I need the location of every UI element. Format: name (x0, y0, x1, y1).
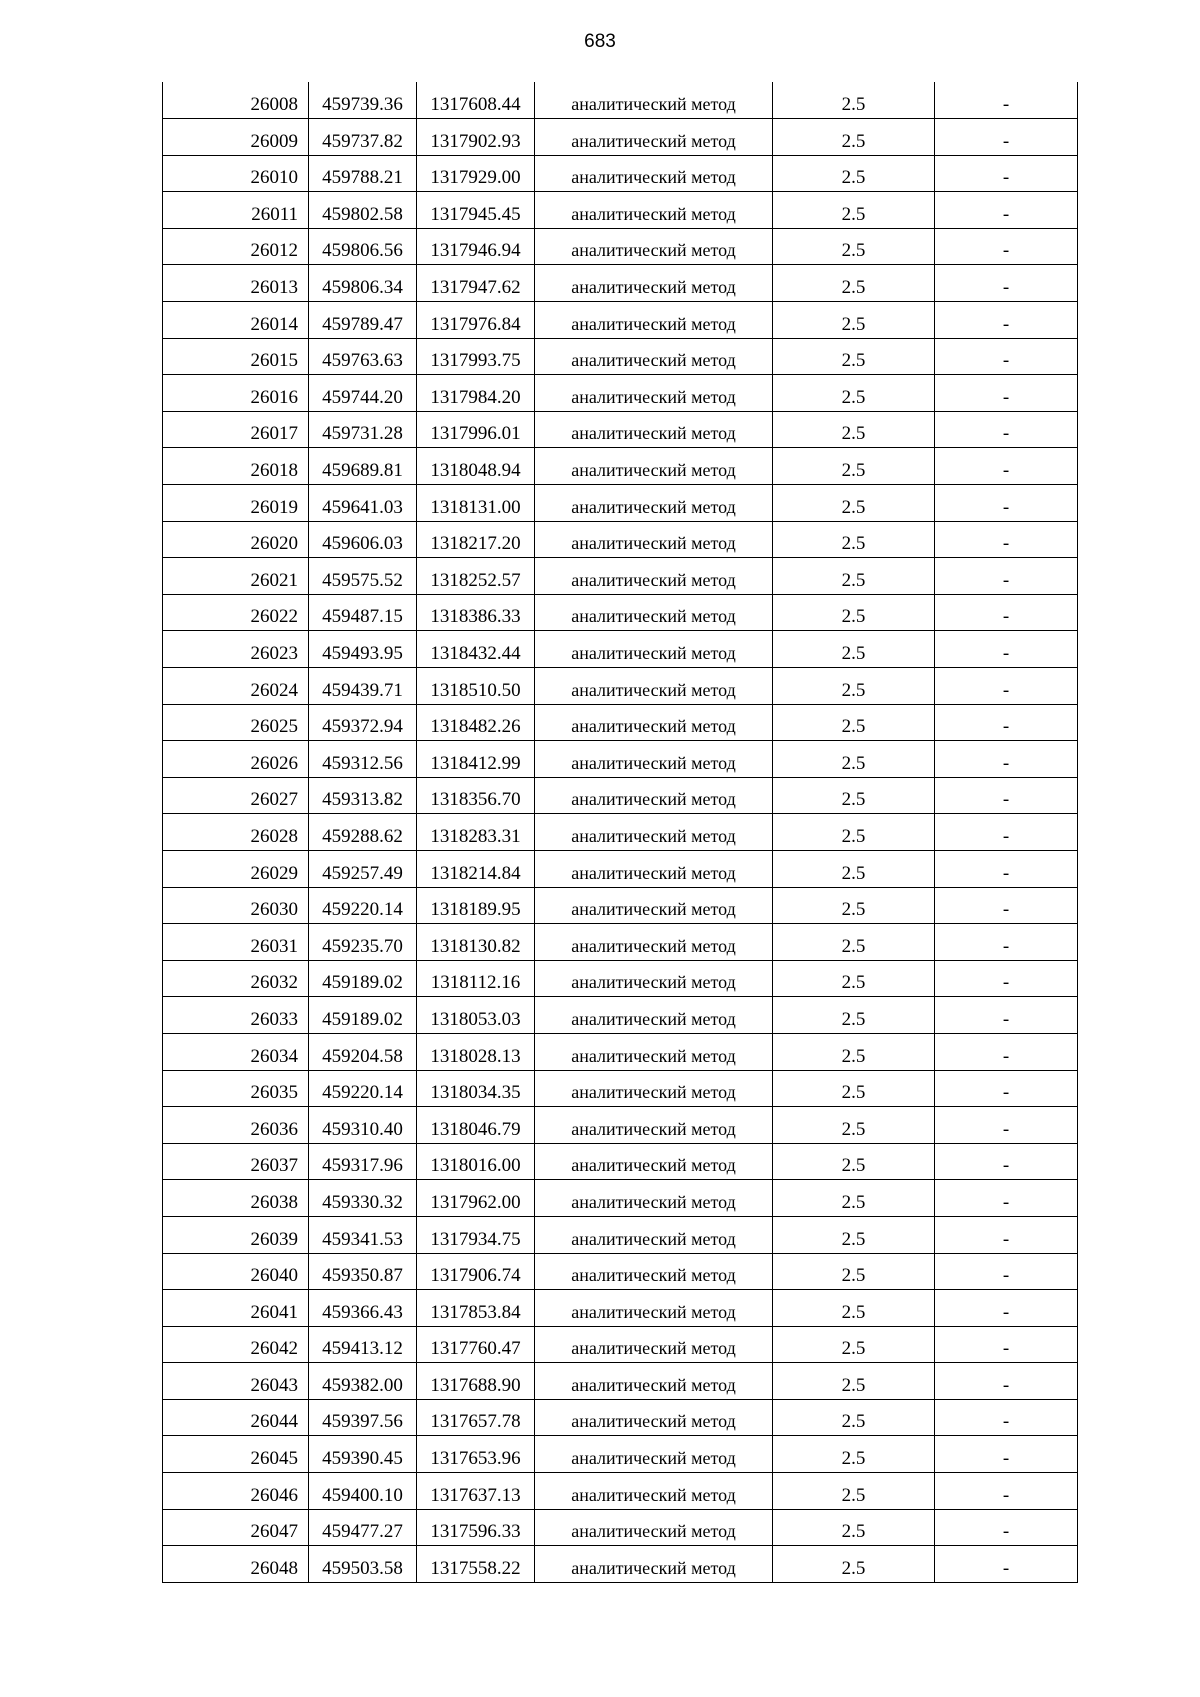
x-coordinate-cell: 459744.20 (309, 375, 417, 412)
note-cell: - (935, 997, 1078, 1034)
note-cell: - (935, 192, 1078, 229)
note-cell: - (935, 265, 1078, 302)
accuracy-cell: 2.5 (773, 887, 935, 924)
x-coordinate-cell: 459204.58 (309, 1033, 417, 1070)
accuracy-cell: 2.5 (773, 924, 935, 961)
accuracy-cell: 2.5 (773, 1363, 935, 1400)
note-cell: - (935, 1180, 1078, 1217)
point-number-cell: 26009 (163, 119, 309, 156)
accuracy-cell: 2.5 (773, 1473, 935, 1510)
y-coordinate-cell: 1318217.20 (417, 521, 535, 558)
accuracy-cell: 2.5 (773, 375, 935, 412)
method-cell: аналитический метод (535, 228, 773, 265)
accuracy-cell: 2.5 (773, 411, 935, 448)
method-cell: аналитический метод (535, 1399, 773, 1436)
coordinates-table-body (163, 82, 1078, 1582)
x-coordinate-cell: 459689.81 (309, 448, 417, 485)
x-coordinate-cell: 459312.56 (309, 741, 417, 778)
point-number-cell: 26008 (163, 82, 309, 119)
x-coordinate-cell: 459477.27 (309, 1509, 417, 1546)
y-coordinate-cell: 1318048.94 (417, 448, 535, 485)
y-coordinate-cell: 1317934.75 (417, 1216, 535, 1253)
accuracy-cell: 2.5 (773, 594, 935, 631)
y-coordinate-cell: 1317929.00 (417, 155, 535, 192)
point-number-cell: 26030 (163, 887, 309, 924)
method-cell: аналитический метод (535, 1290, 773, 1327)
accuracy-cell: 2.5 (773, 1216, 935, 1253)
x-coordinate-cell: 459317.96 (309, 1143, 417, 1180)
method-cell: аналитический метод (535, 850, 773, 887)
point-number-cell: 26034 (163, 1033, 309, 1070)
x-coordinate-cell: 459310.40 (309, 1107, 417, 1144)
table-row (163, 302, 1078, 339)
table-row (163, 997, 1078, 1034)
y-coordinate-cell: 1318028.13 (417, 1033, 535, 1070)
table-row (163, 668, 1078, 705)
point-number-cell: 26011 (163, 192, 309, 229)
table-row (163, 375, 1078, 412)
accuracy-cell: 2.5 (773, 960, 935, 997)
y-coordinate-cell: 1317853.84 (417, 1290, 535, 1327)
table-row (163, 777, 1078, 814)
note-cell: - (935, 924, 1078, 961)
method-cell: аналитический метод (535, 777, 773, 814)
x-coordinate-cell: 459288.62 (309, 814, 417, 851)
table-row (163, 411, 1078, 448)
x-coordinate-cell: 459788.21 (309, 155, 417, 192)
y-coordinate-cell: 1317947.62 (417, 265, 535, 302)
point-number-cell: 26017 (163, 411, 309, 448)
method-cell: аналитический метод (535, 1253, 773, 1290)
x-coordinate-cell: 459806.56 (309, 228, 417, 265)
x-coordinate-cell: 459503.58 (309, 1546, 417, 1583)
accuracy-cell: 2.5 (773, 631, 935, 668)
y-coordinate-cell: 1317596.33 (417, 1509, 535, 1546)
y-coordinate-cell: 1318482.26 (417, 704, 535, 741)
accuracy-cell: 2.5 (773, 1326, 935, 1363)
point-number-cell: 26040 (163, 1253, 309, 1290)
method-cell: аналитический метод (535, 155, 773, 192)
point-number-cell: 26012 (163, 228, 309, 265)
accuracy-cell: 2.5 (773, 338, 935, 375)
note-cell: - (935, 1363, 1078, 1400)
point-number-cell: 26018 (163, 448, 309, 485)
accuracy-cell: 2.5 (773, 155, 935, 192)
method-cell: аналитический метод (535, 631, 773, 668)
y-coordinate-cell: 1318112.16 (417, 960, 535, 997)
y-coordinate-cell: 1318252.57 (417, 558, 535, 595)
y-coordinate-cell: 1318016.00 (417, 1143, 535, 1180)
x-coordinate-cell: 459382.00 (309, 1363, 417, 1400)
x-coordinate-cell: 459330.32 (309, 1180, 417, 1217)
point-number-cell: 26039 (163, 1216, 309, 1253)
accuracy-cell: 2.5 (773, 228, 935, 265)
note-cell: - (935, 1436, 1078, 1473)
point-number-cell: 26036 (163, 1107, 309, 1144)
point-number-cell: 26033 (163, 997, 309, 1034)
note-cell: - (935, 1143, 1078, 1180)
y-coordinate-cell: 1317760.47 (417, 1326, 535, 1363)
y-coordinate-cell: 1318053.03 (417, 997, 535, 1034)
table-row (163, 1509, 1078, 1546)
coordinates-table (162, 82, 1078, 1583)
table-row (163, 558, 1078, 595)
method-cell: аналитический метод (535, 704, 773, 741)
table-row (163, 338, 1078, 375)
method-cell: аналитический метод (535, 485, 773, 522)
point-number-cell: 26010 (163, 155, 309, 192)
x-coordinate-cell: 459606.03 (309, 521, 417, 558)
method-cell: аналитический метод (535, 741, 773, 778)
accuracy-cell: 2.5 (773, 1399, 935, 1436)
y-coordinate-cell: 1318510.50 (417, 668, 535, 705)
table-row (163, 485, 1078, 522)
accuracy-cell: 2.5 (773, 192, 935, 229)
accuracy-cell: 2.5 (773, 997, 935, 1034)
method-cell: аналитический метод (535, 1143, 773, 1180)
y-coordinate-cell: 1317976.84 (417, 302, 535, 339)
note-cell: - (935, 850, 1078, 887)
accuracy-cell: 2.5 (773, 1253, 935, 1290)
point-number-cell: 26028 (163, 814, 309, 851)
method-cell: аналитический метод (535, 1033, 773, 1070)
note-cell: - (935, 119, 1078, 156)
point-number-cell: 26031 (163, 924, 309, 961)
note-cell: - (935, 1033, 1078, 1070)
x-coordinate-cell: 459493.95 (309, 631, 417, 668)
accuracy-cell: 2.5 (773, 265, 935, 302)
y-coordinate-cell: 1317946.94 (417, 228, 535, 265)
point-number-cell: 26024 (163, 668, 309, 705)
x-coordinate-cell: 459731.28 (309, 411, 417, 448)
accuracy-cell: 2.5 (773, 814, 935, 851)
x-coordinate-cell: 459390.45 (309, 1436, 417, 1473)
accuracy-cell: 2.5 (773, 777, 935, 814)
x-coordinate-cell: 459257.49 (309, 850, 417, 887)
point-number-cell: 26015 (163, 338, 309, 375)
accuracy-cell: 2.5 (773, 1436, 935, 1473)
note-cell: - (935, 704, 1078, 741)
table-row (163, 1399, 1078, 1436)
method-cell: аналитический метод (535, 997, 773, 1034)
x-coordinate-cell: 459397.56 (309, 1399, 417, 1436)
point-number-cell: 26014 (163, 302, 309, 339)
x-coordinate-cell: 459763.63 (309, 338, 417, 375)
y-coordinate-cell: 1318283.31 (417, 814, 535, 851)
point-number-cell: 26020 (163, 521, 309, 558)
point-number-cell: 26046 (163, 1473, 309, 1510)
note-cell: - (935, 302, 1078, 339)
note-cell: - (935, 558, 1078, 595)
method-cell: аналитический метод (535, 1509, 773, 1546)
table-row (163, 741, 1078, 778)
y-coordinate-cell: 1317945.45 (417, 192, 535, 229)
method-cell: аналитический метод (535, 1326, 773, 1363)
method-cell: аналитический метод (535, 192, 773, 229)
x-coordinate-cell: 459413.12 (309, 1326, 417, 1363)
y-coordinate-cell: 1317558.22 (417, 1546, 535, 1583)
table-row (163, 265, 1078, 302)
method-cell: аналитический метод (535, 1180, 773, 1217)
note-cell: - (935, 1509, 1078, 1546)
x-coordinate-cell: 459737.82 (309, 119, 417, 156)
y-coordinate-cell: 1317962.00 (417, 1180, 535, 1217)
table-row (163, 1290, 1078, 1327)
method-cell: аналитический метод (535, 1070, 773, 1107)
accuracy-cell: 2.5 (773, 741, 935, 778)
point-number-cell: 26042 (163, 1326, 309, 1363)
y-coordinate-cell: 1317637.13 (417, 1473, 535, 1510)
x-coordinate-cell: 459220.14 (309, 887, 417, 924)
x-coordinate-cell: 459189.02 (309, 997, 417, 1034)
note-cell: - (935, 1216, 1078, 1253)
table-row (163, 1363, 1078, 1400)
x-coordinate-cell: 459220.14 (309, 1070, 417, 1107)
note-cell: - (935, 375, 1078, 412)
table-row (163, 960, 1078, 997)
point-number-cell: 26032 (163, 960, 309, 997)
note-cell: - (935, 155, 1078, 192)
accuracy-cell: 2.5 (773, 485, 935, 522)
method-cell: аналитический метод (535, 814, 773, 851)
accuracy-cell: 2.5 (773, 1143, 935, 1180)
table-row (163, 814, 1078, 851)
accuracy-cell: 2.5 (773, 668, 935, 705)
y-coordinate-cell: 1317608.44 (417, 82, 535, 119)
y-coordinate-cell: 1317902.93 (417, 119, 535, 156)
x-coordinate-cell: 459400.10 (309, 1473, 417, 1510)
method-cell: аналитический метод (535, 1107, 773, 1144)
x-coordinate-cell: 459189.02 (309, 960, 417, 997)
y-coordinate-cell: 1317984.20 (417, 375, 535, 412)
y-coordinate-cell: 1318412.99 (417, 741, 535, 778)
method-cell: аналитический метод (535, 1216, 773, 1253)
x-coordinate-cell: 459341.53 (309, 1216, 417, 1253)
method-cell: аналитический метод (535, 119, 773, 156)
y-coordinate-cell: 1318432.44 (417, 631, 535, 668)
method-cell: аналитический метод (535, 521, 773, 558)
method-cell: аналитический метод (535, 924, 773, 961)
note-cell: - (935, 448, 1078, 485)
point-number-cell: 26027 (163, 777, 309, 814)
note-cell: - (935, 228, 1078, 265)
table-row (163, 192, 1078, 229)
method-cell: аналитический метод (535, 338, 773, 375)
table-row (163, 1180, 1078, 1217)
accuracy-cell: 2.5 (773, 521, 935, 558)
x-coordinate-cell: 459802.58 (309, 192, 417, 229)
method-cell: аналитический метод (535, 594, 773, 631)
accuracy-cell: 2.5 (773, 82, 935, 119)
table-row (163, 1546, 1078, 1583)
x-coordinate-cell: 459487.15 (309, 594, 417, 631)
table-row (163, 1107, 1078, 1144)
point-number-cell: 26019 (163, 485, 309, 522)
table-row (163, 850, 1078, 887)
method-cell: аналитический метод (535, 411, 773, 448)
note-cell: - (935, 777, 1078, 814)
table-row (163, 704, 1078, 741)
table-row (163, 887, 1078, 924)
point-number-cell: 26038 (163, 1180, 309, 1217)
y-coordinate-cell: 1318131.00 (417, 485, 535, 522)
method-cell: аналитический метод (535, 82, 773, 119)
table-row (163, 594, 1078, 631)
note-cell: - (935, 1399, 1078, 1436)
x-coordinate-cell: 459372.94 (309, 704, 417, 741)
point-number-cell: 26013 (163, 265, 309, 302)
table-row (163, 448, 1078, 485)
x-coordinate-cell: 459313.82 (309, 777, 417, 814)
point-number-cell: 26048 (163, 1546, 309, 1583)
note-cell: - (935, 594, 1078, 631)
note-cell: - (935, 814, 1078, 851)
point-number-cell: 26045 (163, 1436, 309, 1473)
point-number-cell: 26016 (163, 375, 309, 412)
note-cell: - (935, 1326, 1078, 1363)
note-cell: - (935, 1473, 1078, 1510)
point-number-cell: 26037 (163, 1143, 309, 1180)
page-number: 683 (584, 31, 616, 52)
note-cell: - (935, 338, 1078, 375)
y-coordinate-cell: 1318356.70 (417, 777, 535, 814)
table-row (163, 82, 1078, 119)
table-row (163, 1033, 1078, 1070)
accuracy-cell: 2.5 (773, 704, 935, 741)
note-cell: - (935, 1070, 1078, 1107)
method-cell: аналитический метод (535, 960, 773, 997)
note-cell: - (935, 887, 1078, 924)
table-row (163, 1070, 1078, 1107)
table-row (163, 1216, 1078, 1253)
table-row (163, 228, 1078, 265)
y-coordinate-cell: 1317653.96 (417, 1436, 535, 1473)
x-coordinate-cell: 459575.52 (309, 558, 417, 595)
method-cell: аналитический метод (535, 448, 773, 485)
method-cell: аналитический метод (535, 375, 773, 412)
point-number-cell: 26023 (163, 631, 309, 668)
note-cell: - (935, 485, 1078, 522)
accuracy-cell: 2.5 (773, 448, 935, 485)
y-coordinate-cell: 1317657.78 (417, 1399, 535, 1436)
accuracy-cell: 2.5 (773, 850, 935, 887)
table-row (163, 1436, 1078, 1473)
note-cell: - (935, 741, 1078, 778)
point-number-cell: 26021 (163, 558, 309, 595)
point-number-cell: 26043 (163, 1363, 309, 1400)
accuracy-cell: 2.5 (773, 1033, 935, 1070)
method-cell: аналитический метод (535, 558, 773, 595)
point-number-cell: 26041 (163, 1290, 309, 1327)
note-cell: - (935, 960, 1078, 997)
method-cell: аналитический метод (535, 302, 773, 339)
x-coordinate-cell: 459235.70 (309, 924, 417, 961)
table-row (163, 155, 1078, 192)
x-coordinate-cell: 459806.34 (309, 265, 417, 302)
note-cell: - (935, 1107, 1078, 1144)
accuracy-cell: 2.5 (773, 1070, 935, 1107)
note-cell: - (935, 82, 1078, 119)
x-coordinate-cell: 459439.71 (309, 668, 417, 705)
point-number-cell: 26047 (163, 1509, 309, 1546)
accuracy-cell: 2.5 (773, 302, 935, 339)
point-number-cell: 26022 (163, 594, 309, 631)
x-coordinate-cell: 459739.36 (309, 82, 417, 119)
method-cell: аналитический метод (535, 265, 773, 302)
note-cell: - (935, 631, 1078, 668)
y-coordinate-cell: 1318386.33 (417, 594, 535, 631)
table-row (163, 631, 1078, 668)
point-number-cell: 26025 (163, 704, 309, 741)
x-coordinate-cell: 459789.47 (309, 302, 417, 339)
note-cell: - (935, 1253, 1078, 1290)
accuracy-cell: 2.5 (773, 1546, 935, 1583)
table-row (163, 1143, 1078, 1180)
method-cell: аналитический метод (535, 1546, 773, 1583)
table-row (163, 1473, 1078, 1510)
y-coordinate-cell: 1318046.79 (417, 1107, 535, 1144)
point-number-cell: 26035 (163, 1070, 309, 1107)
accuracy-cell: 2.5 (773, 119, 935, 156)
accuracy-cell: 2.5 (773, 1107, 935, 1144)
note-cell: - (935, 411, 1078, 448)
note-cell: - (935, 668, 1078, 705)
method-cell: аналитический метод (535, 887, 773, 924)
y-coordinate-cell: 1317996.01 (417, 411, 535, 448)
y-coordinate-cell: 1318034.35 (417, 1070, 535, 1107)
note-cell: - (935, 1290, 1078, 1327)
method-cell: аналитический метод (535, 1473, 773, 1510)
accuracy-cell: 2.5 (773, 1290, 935, 1327)
table-row (163, 924, 1078, 961)
point-number-cell: 26029 (163, 850, 309, 887)
accuracy-cell: 2.5 (773, 1180, 935, 1217)
y-coordinate-cell: 1317906.74 (417, 1253, 535, 1290)
table-row (163, 119, 1078, 156)
note-cell: - (935, 1546, 1078, 1583)
table-row (163, 521, 1078, 558)
x-coordinate-cell: 459366.43 (309, 1290, 417, 1327)
method-cell: аналитический метод (535, 668, 773, 705)
table-row (163, 1253, 1078, 1290)
table-row (163, 1326, 1078, 1363)
accuracy-cell: 2.5 (773, 1509, 935, 1546)
point-number-cell: 26044 (163, 1399, 309, 1436)
x-coordinate-cell: 459641.03 (309, 485, 417, 522)
method-cell: аналитический метод (535, 1436, 773, 1473)
y-coordinate-cell: 1317993.75 (417, 338, 535, 375)
point-number-cell: 26026 (163, 741, 309, 778)
accuracy-cell: 2.5 (773, 558, 935, 595)
y-coordinate-cell: 1317688.90 (417, 1363, 535, 1400)
method-cell: аналитический метод (535, 1363, 773, 1400)
note-cell: - (935, 521, 1078, 558)
y-coordinate-cell: 1318214.84 (417, 850, 535, 887)
x-coordinate-cell: 459350.87 (309, 1253, 417, 1290)
y-coordinate-cell: 1318130.82 (417, 924, 535, 961)
y-coordinate-cell: 1318189.95 (417, 887, 535, 924)
